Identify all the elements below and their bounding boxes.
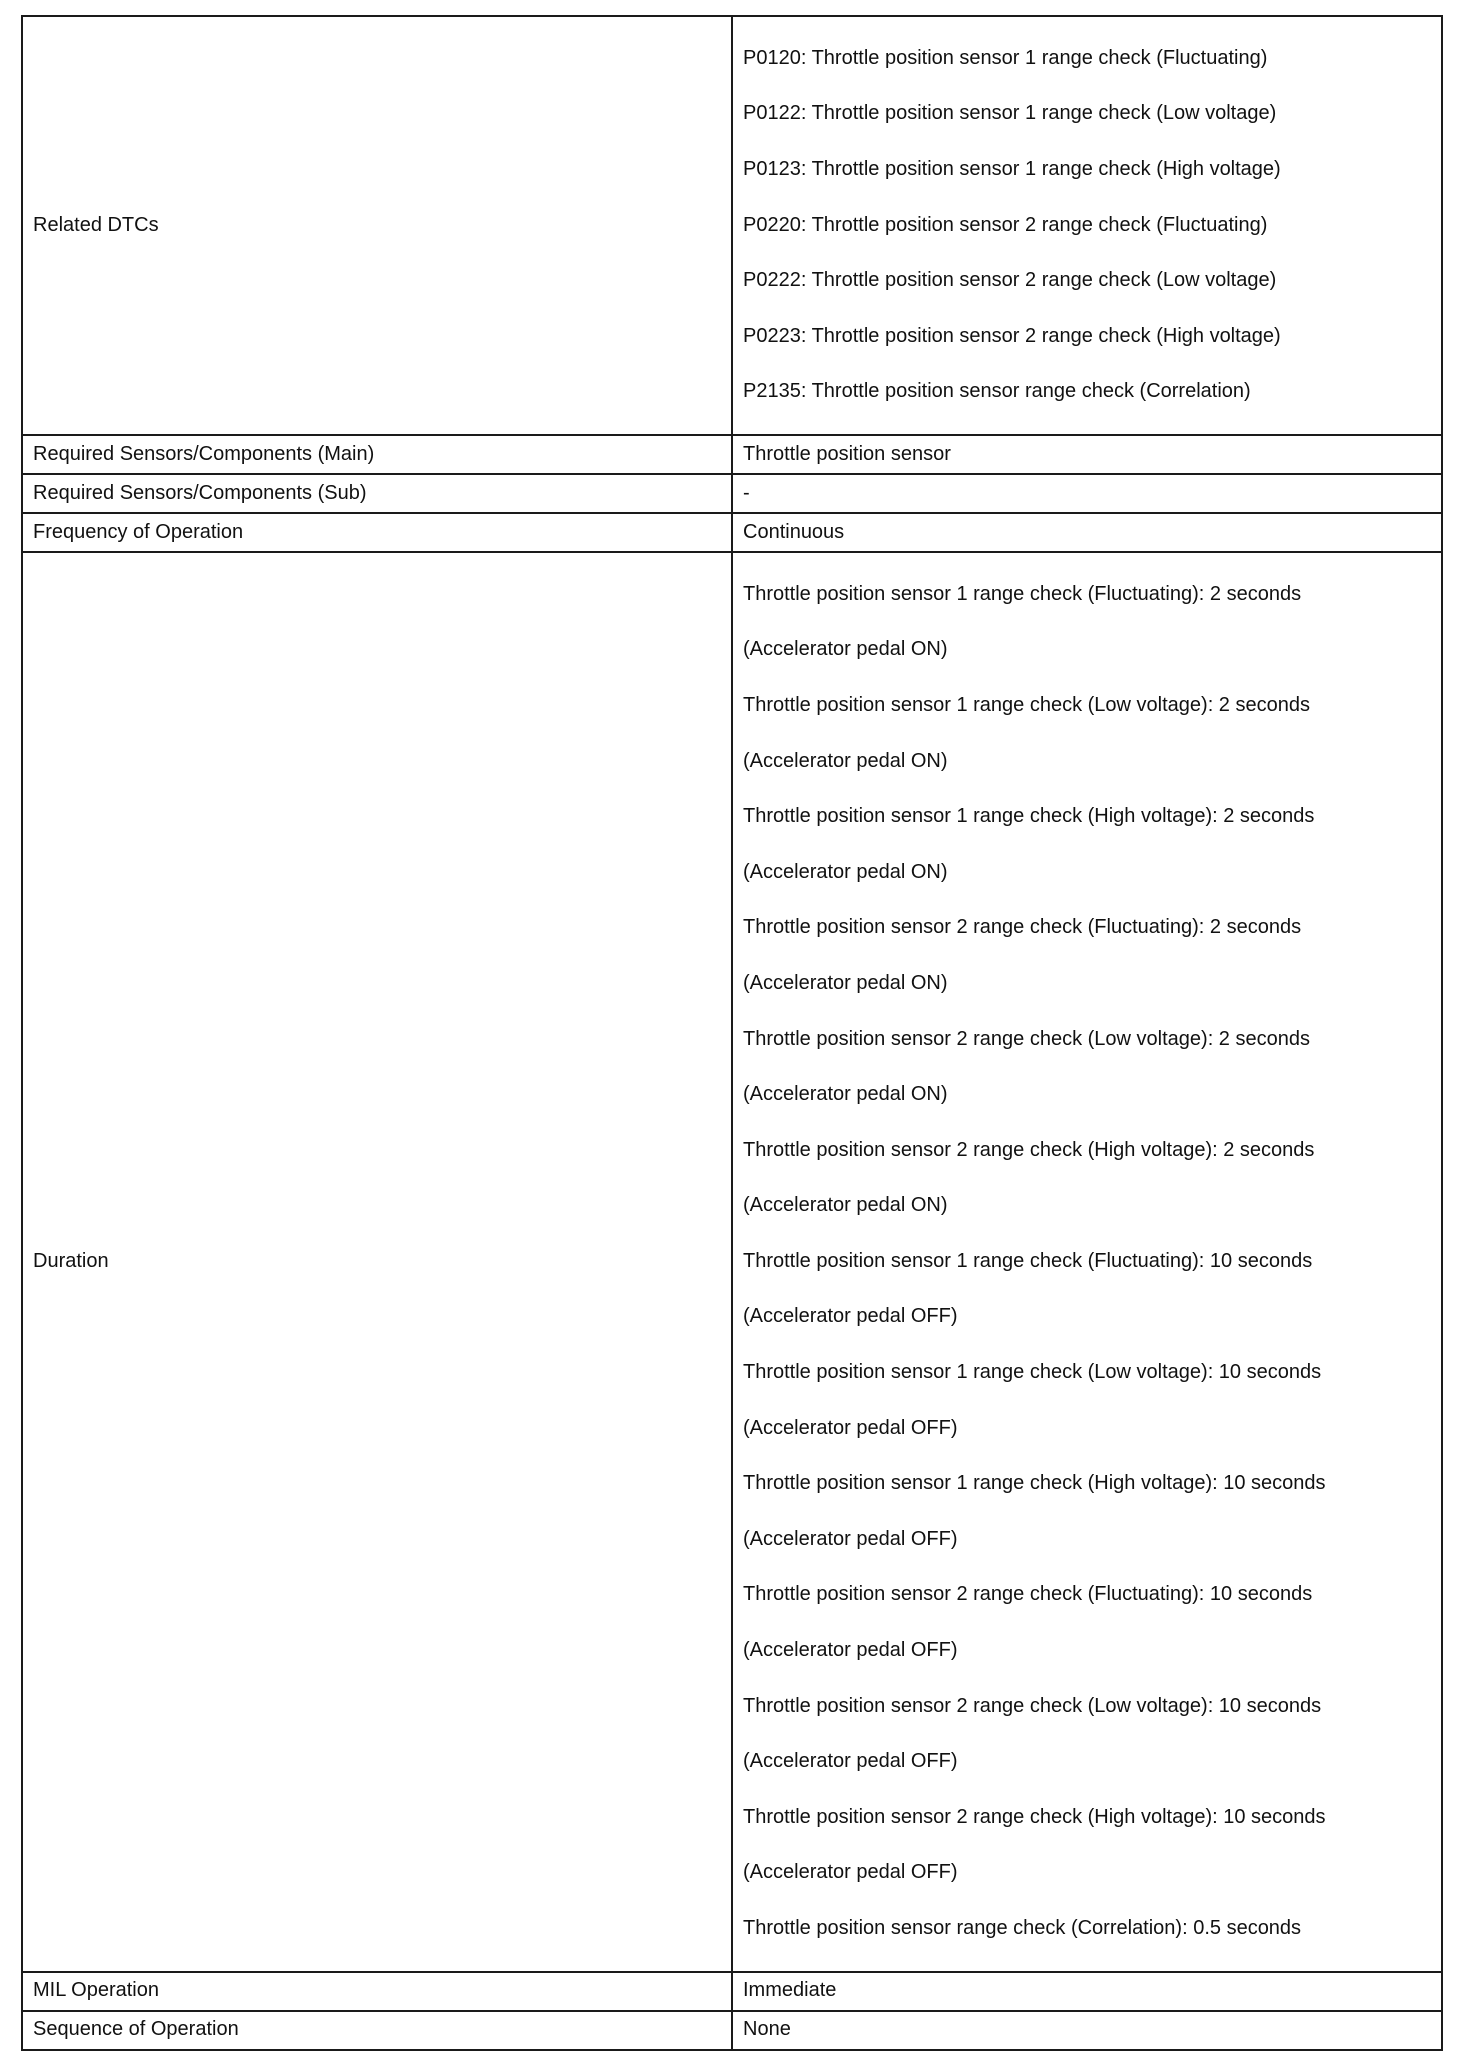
row-label: Required Sensors/Components (Main) (22, 435, 732, 474)
list-item: (Accelerator pedal ON) (743, 1194, 948, 1217)
related-dtcs-list (732, 16, 1442, 435)
list-item: (Accelerator pedal OFF) (743, 1527, 958, 1550)
list-item: Throttle position sensor 1 range check (High voltage): 2 seconds (743, 805, 1315, 828)
row-value: Throttle position sensor (732, 435, 1442, 474)
list-item: Throttle position sensor 1 range check (Low voltage): 10 seconds (743, 1361, 1322, 1384)
list-item: P2135: Throttle position sensor range check (Correlation) (743, 380, 1251, 403)
monitor-spec-table (21, 15, 1443, 2051)
list-item: Throttle position sensor 2 range check (Fluctuating): 2 seconds (743, 916, 1302, 939)
duration-list (732, 552, 1442, 1972)
row-label: MIL Operation (22, 1972, 732, 2011)
row-label: Duration (22, 552, 732, 1972)
list-item: P0222: Throttle position sensor 2 range check (Low voltage) (743, 269, 1277, 292)
list-item: (Accelerator pedal ON) (743, 860, 948, 883)
list-item: Throttle position sensor 2 range check (High voltage): 2 seconds (743, 1138, 1315, 1161)
list-item: (Accelerator pedal ON) (743, 749, 948, 772)
list-item: (Accelerator pedal ON) (743, 971, 948, 994)
list-item: P0223: Throttle position sensor 2 range check (High voltage) (743, 324, 1281, 347)
list-item: Throttle position sensor 2 range check (Fluctuating): 10 seconds (743, 1583, 1313, 1606)
row-value: Immediate (732, 1972, 1442, 2011)
list-item: (Accelerator pedal OFF) (743, 1416, 958, 1439)
table-row (22, 513, 1442, 552)
list-item: (Accelerator pedal OFF) (743, 1639, 958, 1662)
list-item: (Accelerator pedal ON) (743, 638, 948, 661)
list-item: (Accelerator pedal OFF) (743, 1750, 958, 1773)
table-row (22, 552, 1442, 1972)
table-row (22, 435, 1442, 474)
list-item: P0220: Throttle position sensor 2 range check (Fluctuating) (743, 213, 1268, 236)
list-item: Throttle position sensor 2 range check (Low voltage): 2 seconds (743, 1027, 1310, 1050)
list-item: (Accelerator pedal OFF) (743, 1861, 958, 1884)
list-item: P0120: Throttle position sensor 1 range check (Fluctuating) (743, 46, 1268, 69)
table-row (22, 474, 1442, 513)
list-item: P0122: Throttle position sensor 1 range check (Low voltage) (743, 102, 1277, 125)
list-item: Throttle position sensor range check (Correlation): 0.5 seconds (743, 1917, 1302, 1939)
table-row (22, 2011, 1442, 2050)
row-value: - (732, 474, 1442, 513)
list-item: (Accelerator pedal OFF) (743, 1305, 958, 1328)
row-label: Required Sensors/Components (Sub) (22, 474, 732, 513)
row-value: None (732, 2011, 1442, 2050)
table-row (22, 1972, 1442, 2011)
list-item: Throttle position sensor 1 range check (Low voltage): 2 seconds (743, 693, 1310, 716)
list-item: Throttle position sensor 2 range check (Low voltage): 10 seconds (743, 1694, 1322, 1717)
list-item: (Accelerator pedal ON) (743, 1083, 948, 1106)
list-item: Throttle position sensor 1 range check (Fluctuating): 2 seconds (743, 582, 1302, 605)
table-row (22, 16, 1442, 435)
row-label: Sequence of Operation (22, 2011, 732, 2050)
list-item: Throttle position sensor 1 range check (Fluctuating): 10 seconds (743, 1249, 1313, 1272)
list-item: Throttle position sensor 2 range check (High voltage): 10 seconds (743, 1805, 1326, 1828)
row-label: Frequency of Operation (22, 513, 732, 552)
list-item: Throttle position sensor 1 range check (High voltage): 10 seconds (743, 1472, 1326, 1495)
list-item: P0123: Throttle position sensor 1 range check (High voltage) (743, 157, 1281, 180)
spec-sheet (21, 15, 1440, 2051)
row-label: Related DTCs (22, 16, 732, 435)
row-value: Continuous (732, 513, 1442, 552)
